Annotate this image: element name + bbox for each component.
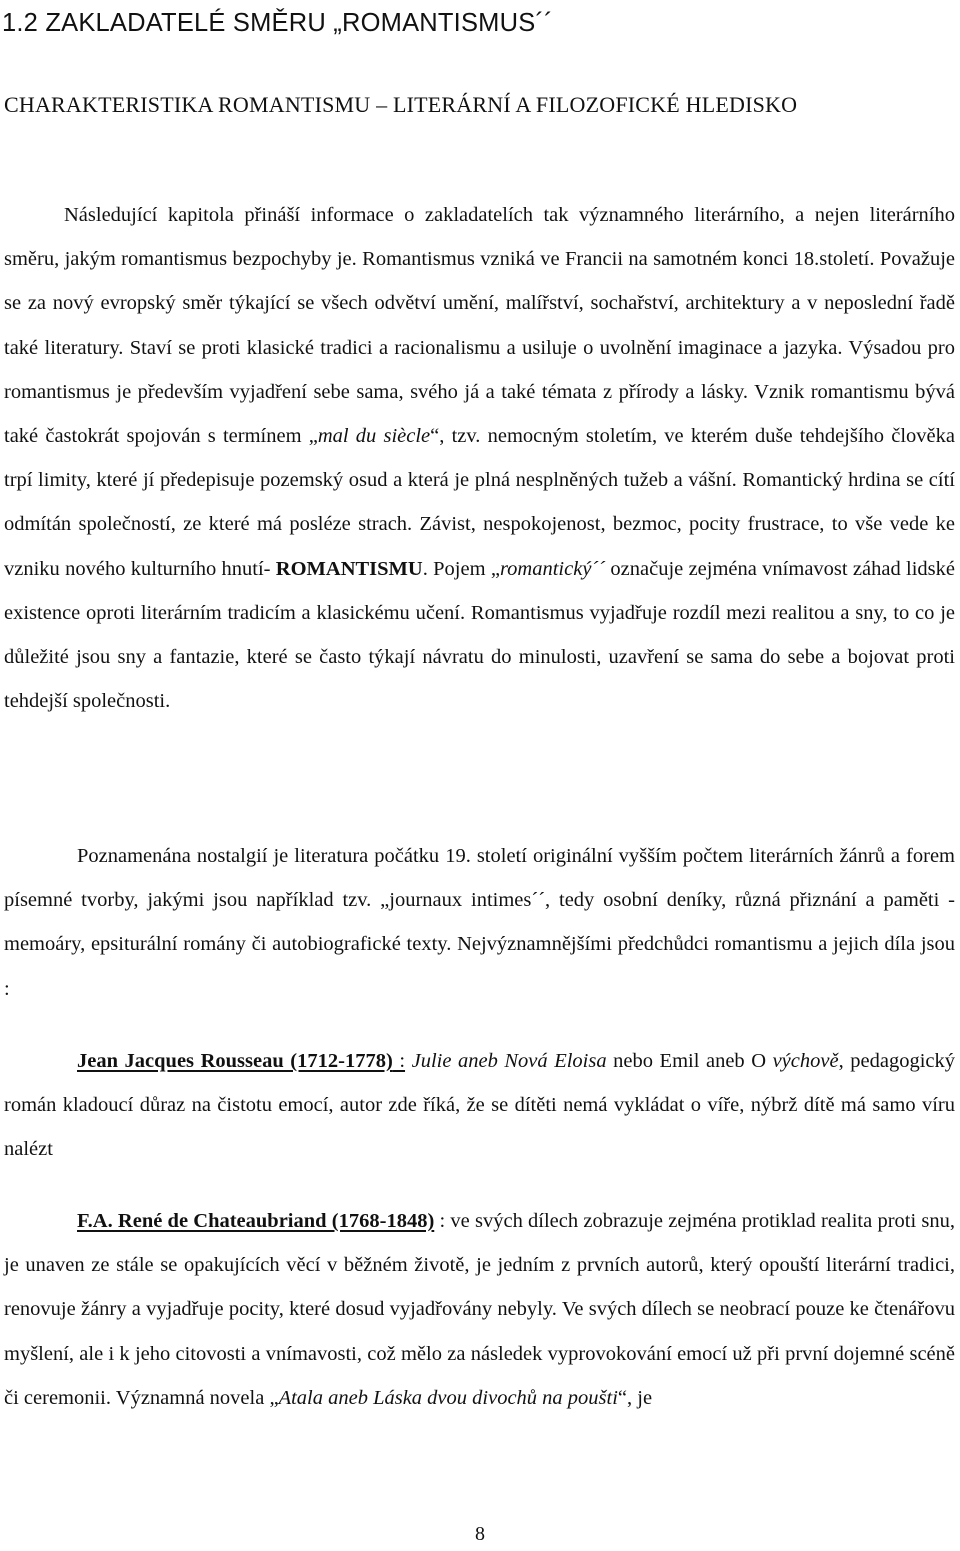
term-mal-du-siecle: mal du siècle xyxy=(317,425,431,448)
work-julie: Julie aneb Nová Eloisa xyxy=(411,1050,607,1072)
paragraph-text: nebo Emil aneb O xyxy=(606,1050,773,1072)
page-number: 8 xyxy=(475,1523,485,1545)
paragraph-text: označuje zejména vnímavost záhad lidské existence oproti literárním tradicím a klasickému učení. Romantismus vyjadřuje rozdíl mezi realitou a sny, to co je důležité jsou sny a fantazie, které se často týkají návratu do minulosti, uzavření se sama do sebe a bojovat proti tehdejší společnosti. xyxy=(4,557,955,713)
paragraph-text: “, je xyxy=(617,1386,653,1409)
section-title: 1.2 ZAKLADATELÉ SMĚRU „ROMANTISMUS´´ xyxy=(2,9,553,37)
paragraph-intro xyxy=(4,193,955,723)
work-atala: Atala aneb Láska dvou divochů na poušti xyxy=(278,1386,618,1409)
term-romanticky: romantický´´ xyxy=(499,557,606,580)
term-romantismu: ROMANTISMU xyxy=(275,557,423,580)
author-separator: : xyxy=(392,1050,406,1072)
author-rousseau: Jean Jacques Rousseau (1712-1778) xyxy=(77,1050,393,1072)
paragraph-text: . Pojem „ xyxy=(422,557,500,580)
paragraph-chateaubriand xyxy=(4,1199,955,1420)
work-vychove: výchově xyxy=(772,1050,839,1072)
paragraph-text: , pedagogický román kladoucí důraz na čistotu emocí, autor zde říká, že se dítěti nemá vykládat o víře, nýbrž dítě má samo víru nalézt xyxy=(4,1050,955,1161)
paragraph-text: Následující kapitola přináší informace o zakladatelích tak významného literárního, a nejen literárního směru, jakým romantismus bezpochyby je. Romantismus vzniká ve Francii na samotném konci 18.století. Považuje se za nový evropský směr týkající se všech odvětví umění, malířství, sochařství, architektury a v neposlední řadě také literatury. Staví se proti klasické tradici a racionalismu a usiluje o uvolnění imaginace a jazyka. Výsadou pro romantismus je především vyjadření sebe sama, svého já a také témata z přírody a lásky. Vznik romantismu bývá také častokrát spojován s termínem „ xyxy=(4,204,955,448)
section-subtitle: CHARAKTERISTIKA ROMANTISMU – LITERÁRNÍ A FILOZOFICKÉ HLEDISKO xyxy=(4,92,798,117)
paragraph-text: : ve svých dílech zobrazuje zejména protiklad realita proti snu, je unaven ze stále se opakujících věcí v běžném životě, je jedním z prvních autorů, který opouští literární tradici, renovuje žánry a vyjadřuje pocity, které dosud vyjadřovány nebyly. Ve svých dílech se neobrací pouze ke čtenářovu myšlení, ale i k jeho citovosti a vnímavosti, což mělo za následek vyprovokování emocí už při první dojemné scéně či ceremonii. Významná novela „ xyxy=(4,1210,955,1409)
paragraph-text: “, tzv. nemocným stoletím, ve kterém duše tehdejšího člověka trpí limity, které jí předepisuje pozemský osud a která je plná nesplněných tužeb a vášní. Romantický hrdina se cítí odmítán společností, ze které má posléze strach. Závist, nespokojenost, bezmoc, pocity frustrace, to vše vede ke vzniku nového kulturního hnutí- xyxy=(4,425,955,580)
paragraph-rousseau xyxy=(4,1039,955,1172)
paragraph-nostalgia: Poznamenána nostalgií je literatura počátku 19. století originální vyšším počtem literárních žánrů a forem písemné tvorby, jakými jsou například tzv. „journaux intimes´´, tedy osobní deníky, různá přiznání a paměti - memoáry, epsiturální romány či autobiografické texty. Nejvýznamnějšími předchůdci romantismu a jejich díla jsou : xyxy=(4,845,955,1000)
author-chateaubriand: F.A. René de Chateaubriand (1768-1848) xyxy=(77,1210,435,1232)
